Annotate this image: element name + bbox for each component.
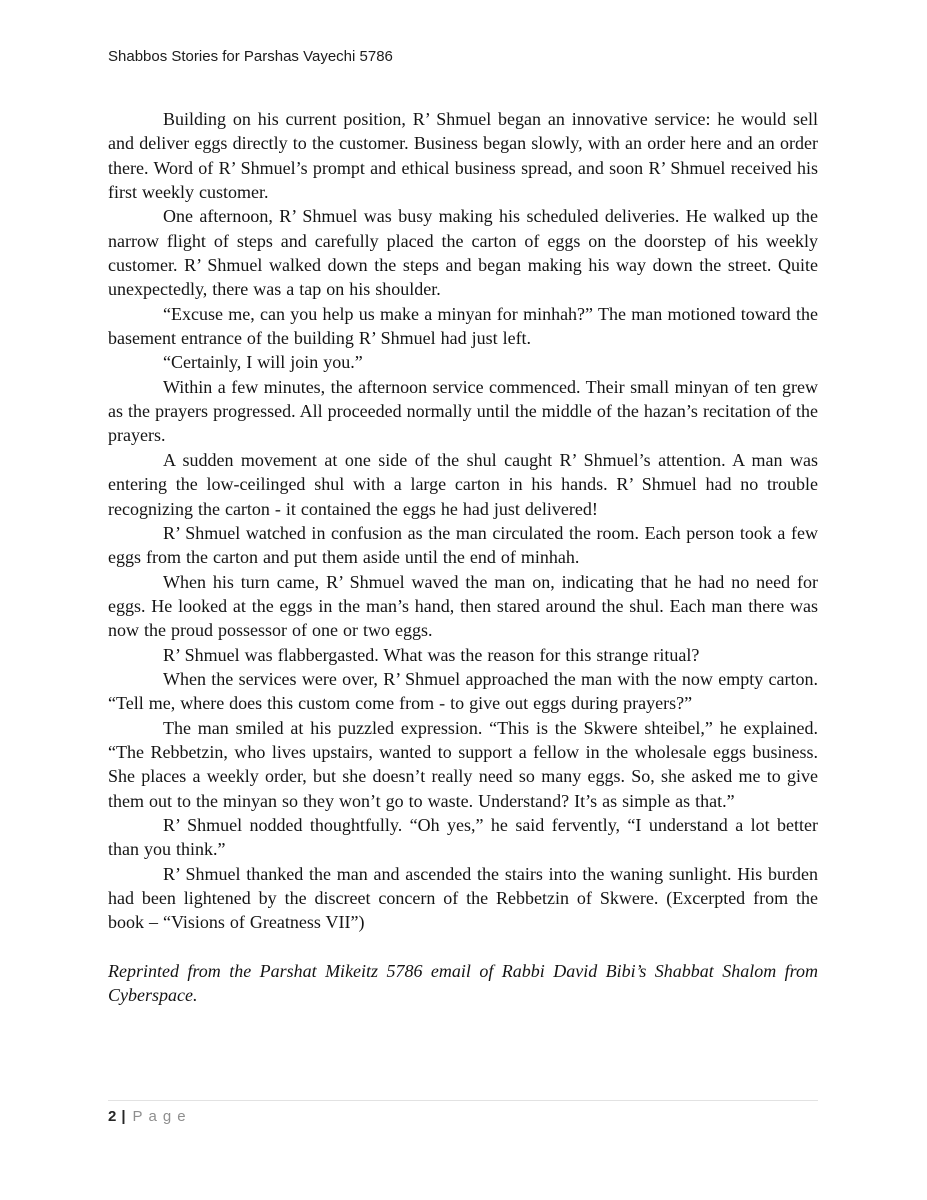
document-body (108, 107, 818, 1007)
paragraph: The man smiled at his puzzled expression. “This is the Skwere shteibel,” he explained. “The Rebbetzin, who lives upstairs, wanted to support a fellow in the wholesale eggs business. She places a weekly order, but she doesn’t really need so many eggs. So, she asked me to give them out to the minyan so they won’t go to waste. Understand? It’s as simple as that.” (108, 717, 818, 811)
paragraph: “Certainly, I will join you.” (163, 352, 363, 373)
paragraph: R’ Shmuel nodded thoughtfully. “Oh yes,” he said fervently, “I understand a lot better than you think.” (108, 814, 818, 860)
reprint-note: Reprinted from the Parshat Mikeitz 5786 email of Rabbi David Bibi’s Shabbat Shalom from Cyberspace. (108, 960, 818, 1006)
footer-page-label: Page (132, 1108, 192, 1125)
paragraph: R’ Shmuel watched in confusion as the man circulated the room. Each person took a few eggs from the carton and put them aside until the end of minhah. (108, 522, 818, 568)
paragraph: A sudden movement at one side of the shul caught R’ Shmuel’s attention. A man was entering the low-ceilinged shul with a large carton in his hands. R’ Shmuel had no trouble recognizing the carton - it contained the eggs he had just delivered! (108, 449, 818, 519)
footer-separator: | (121, 1108, 126, 1125)
page-footer (108, 1100, 818, 1125)
paragraph: When the services were over, R’ Shmuel approached the man with the now empty carton. “Tell me, where does this custom come from - to give out eggs during prayers?” (108, 668, 818, 714)
page-number: 2 (108, 1108, 117, 1125)
paragraph: Building on his current position, R’ Shmuel began an innovative service: he would sell and deliver eggs directly to the customer. Business began slowly, with an order here and an order there. Word of R’ Shmuel’s prompt and ethical business spread, and soon R’ Shmuel received his first weekly customer. (108, 109, 818, 203)
page-header (108, 48, 818, 65)
paragraph: “Excuse me, can you help us make a minyan for minhah?” The man motioned toward the basement entrance of the building R’ Shmuel had just left. (108, 303, 818, 349)
header-title: Shabbos Stories for Parshas Vayechi 5786 (108, 48, 393, 65)
paragraph: One afternoon, R’ Shmuel was busy making his scheduled deliveries. He walked up the narrow flight of steps and carefully placed the carton of eggs on the doorstep of his weekly customer. R’ Shmuel walked down the steps and began making his way down the street. Quite unexpectedly, there was a tap on his shoulder. (108, 206, 818, 300)
paragraph: When his turn came, R’ Shmuel waved the man on, indicating that he had no need for eggs. He looked at the eggs in the man’s hand, then stared around the shul. Each man there was now the proud possessor of one or two eggs. (108, 571, 818, 641)
paragraph: Within a few minutes, the afternoon service commenced. Their small minyan of ten grew as the prayers progressed. All proceeded normally until the middle of the hazan’s recitation of the prayers. (108, 376, 818, 446)
paragraph: R’ Shmuel thanked the man and ascended the stairs into the waning sunlight. His burden had been lightened by the discreet concern of the Rebbetzin of Skwere. (Excerpted from the book – “Visions of Greatness VII”) (108, 863, 818, 933)
paragraph: R’ Shmuel was flabbergasted. What was the reason for this strange ritual? (163, 644, 700, 665)
